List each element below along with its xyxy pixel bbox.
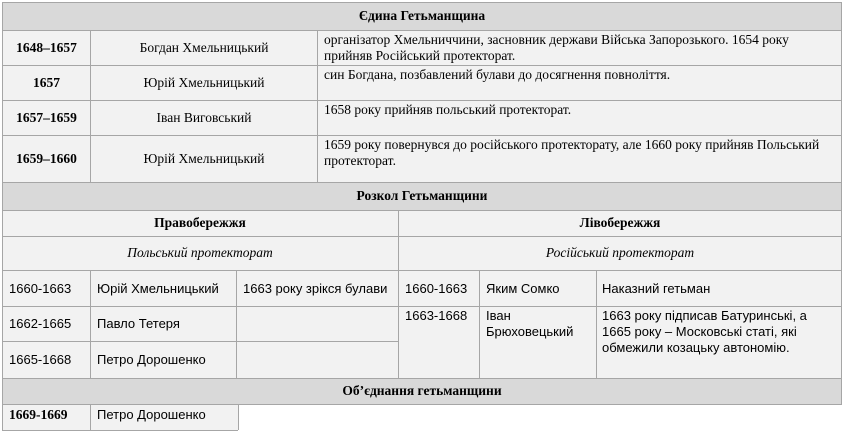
row1-years: 1648–1657 (16, 40, 77, 55)
right-bank-title: Правобережжя (154, 215, 246, 230)
row2-name: Юрій Хмельницький (143, 75, 265, 90)
rb-row3-years: 1665-1668 (9, 352, 72, 367)
rb-row1-years: 1660-1663 (9, 280, 72, 296)
row4-name: Юрій Хмельницький (143, 151, 265, 166)
row3-years: 1657–1659 (16, 110, 77, 125)
rb-row2-name: Павло Тетеря (97, 316, 180, 331)
lb-row1-name: Яким Сомко (486, 280, 560, 296)
right-bank-protectorate: Польський протекторат (127, 245, 273, 260)
lb-row2-name: Іван Брюховецький (486, 308, 574, 339)
rb-row1-note: 1663 року зрікся булави (243, 280, 388, 296)
s3-row1-name: Петро Дорошенко (97, 407, 206, 422)
row2-years: 1657 (33, 75, 60, 90)
lb-row1-years: 1660-1663 (405, 280, 468, 296)
rb-row3-note (243, 342, 397, 378)
rb-row3-name: Петро Дорошенко (97, 352, 206, 367)
lb-row2-years: 1663-1668 (405, 308, 468, 323)
row1-name: Богдан Хмельницький (139, 40, 269, 55)
rb-row1-name: Юрій Хмельницький (97, 280, 219, 296)
row1-note: організатор Хмельниччини, засновник держави Війська Запорозького. 1654 року прийняв Російський протекторат. (324, 32, 789, 63)
s3-row1-years: 1669-1669 (9, 407, 68, 422)
lb-row1-note: Наказний гетьман (602, 280, 711, 296)
left-bank-protectorate: Російський протекторат (545, 245, 695, 260)
section2-title: Розкол Гетьманщини (356, 188, 488, 203)
row4-note: 1659 року повернувся до російського протекторату, але 1660 року прийняв Польський протекторат. (324, 137, 820, 168)
row3-name: Іван Виговський (156, 110, 252, 125)
left-bank-title: Лівобережжя (579, 215, 661, 230)
rb-row2-note (243, 307, 397, 341)
section3-title: Об’єднання гетьманщини (342, 383, 502, 398)
row2-note: син Богдана, позбавлений булави до досягнення повноліття. (324, 67, 671, 82)
lb-row2-note: 1663 року підписав Батуринські, а 1665 року – Московські статі, які обмежили козацьку автономію. (602, 308, 807, 355)
section1-title: Єдина Гетьманщина (358, 8, 486, 23)
rb-row2-years: 1662-1665 (9, 316, 72, 331)
row4-years: 1659–1660 (16, 151, 77, 166)
row3-note: 1658 року прийняв польський протекторат. (324, 102, 572, 117)
